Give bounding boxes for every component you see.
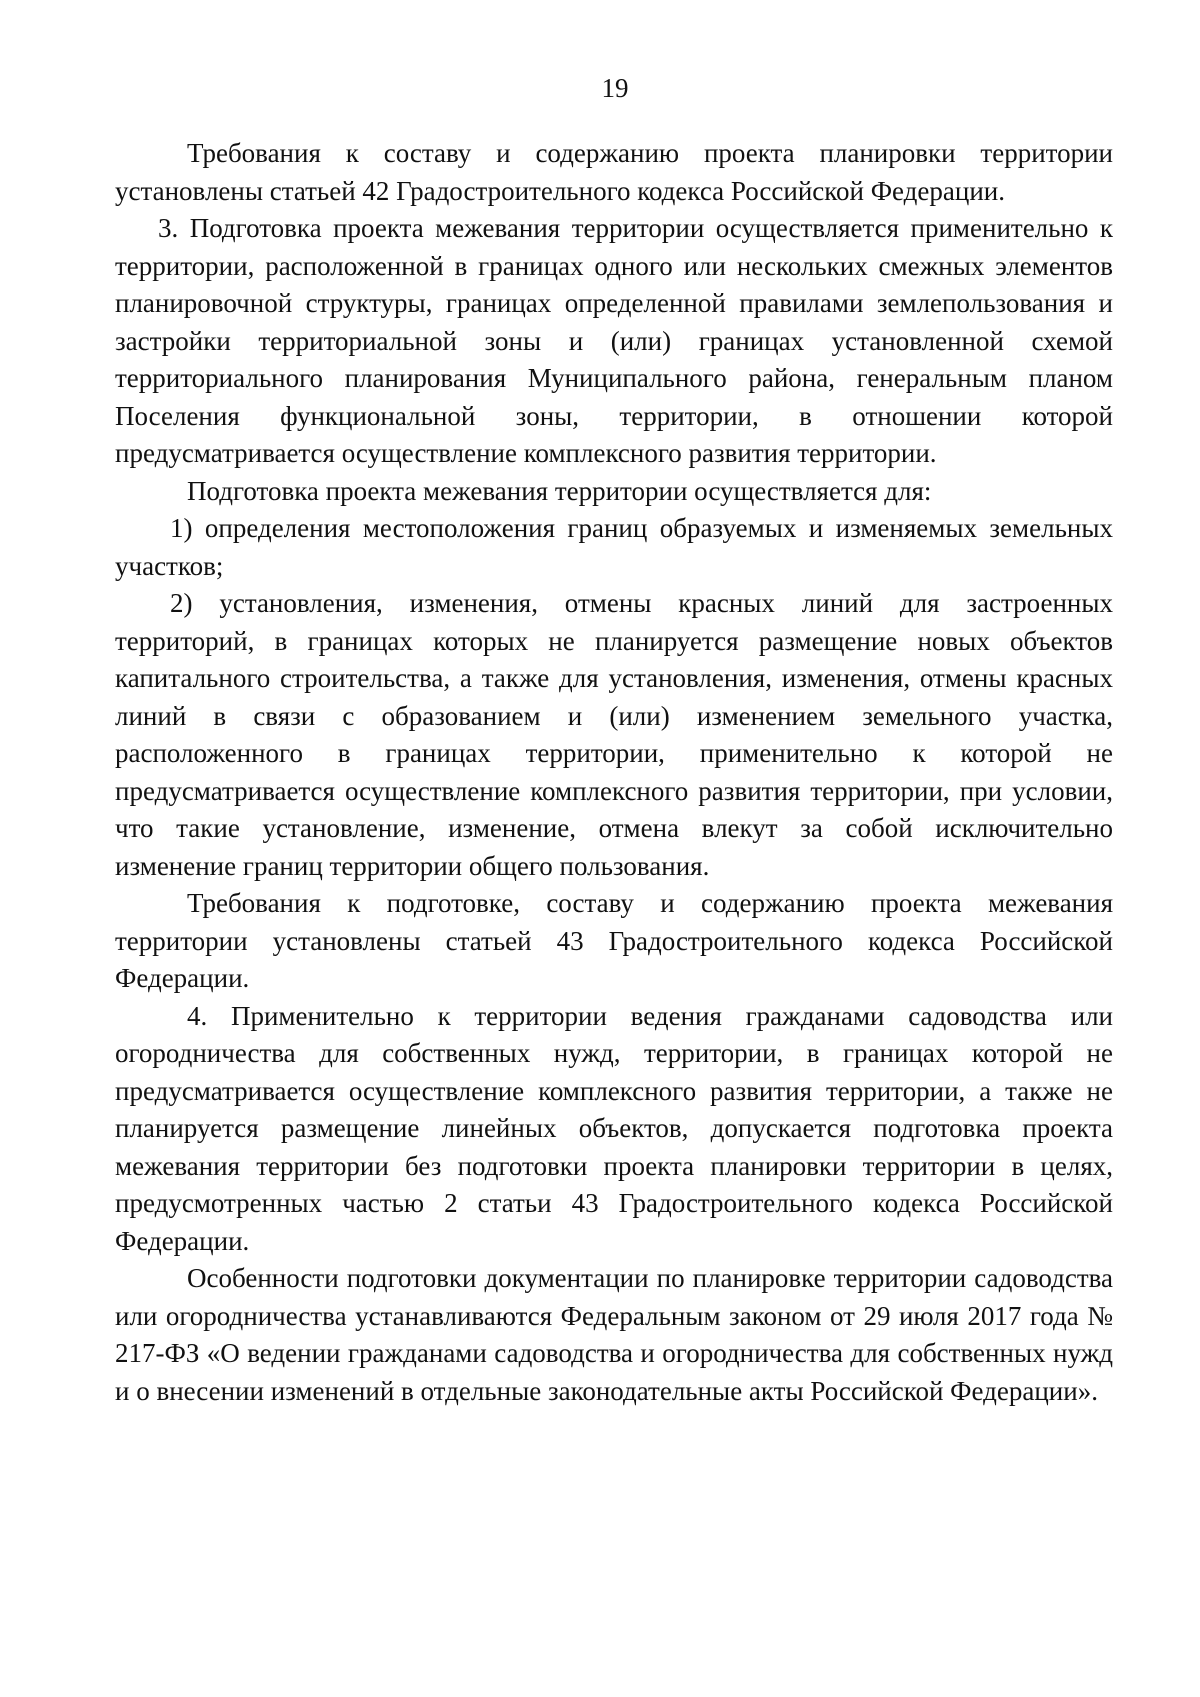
paragraph-section-3: 3. Подготовка проекта межевания территории осуществляется применительно к территории, расположенной в границах одного или нескольких смежных элементов планировочной структуры, границах определенной правилами землепользования и застройки территориальной зоны и (или) границах установленной схемой территориального планирования Муниципального района, генеральным планом Поселения функциональной зоны, территории, в отношении которой предусматривается осуществление комплексного развития территории. (115, 213, 1113, 468)
paragraph-item-2: 2) установления, изменения, отмены красных линий для застроенных территорий, в границах которых не планируется размещение новых объектов капитального строительства, а также для установления, изменения, отмены красных линий в связи с образованием и (или) изменением земельного участка, расположенного в границах территории, применительно к которой не предусматривается осуществление комплексного развития территории, при условии, что такие установление, изменение, отмена влекут за собой исключительно изменение границ территории общего пользования. (115, 588, 1113, 881)
document-body (115, 135, 1113, 1410)
paragraph-section-4: 4. Применительно к территории ведения гражданами садоводства или огородничества для собственных нужд, территории, в границах которой не предусматривается осуществление комплексного развития территории, а также не планируется размещение линейных объектов, допускается подготовка проекта межевания территории без подготовки проекта планировки территории в целях, предусмотренных частью 2 статьи 43 Градостроительного кодекса Российской Федерации. (115, 1000, 1113, 1256)
paragraph-purposes-intro: Подготовка проекта межевания территории осуществляется для: (187, 475, 932, 506)
paragraph-gardening-features: Особенности подготовки документации по планировке территории садоводства или огородничества устанавливаются Федеральным законом от 29 июля 2017 года № 217-ФЗ «О ведении гражданами садоводства и огородничества для собственных нужд и о внесении изменений в отдельные законодательные акты Российской Федерации». (115, 1263, 1113, 1406)
paragraph-surveying-requirements: Требования к подготовке, составу и содержанию проекта межевания территории установлены статьей 43 Градостроительного кодекса Российской Федерации. (115, 888, 1113, 993)
page-number: 19 (601, 73, 629, 103)
paragraph-planning-requirements: Требования к составу и содержанию проекта планировки территории установлены статьей 42 Градостроительного кодекса Российской Федерации. (115, 138, 1113, 206)
paragraph-item-1: 1) определения местоположения границ образуемых и изменяемых земельных участков; (115, 513, 1113, 581)
